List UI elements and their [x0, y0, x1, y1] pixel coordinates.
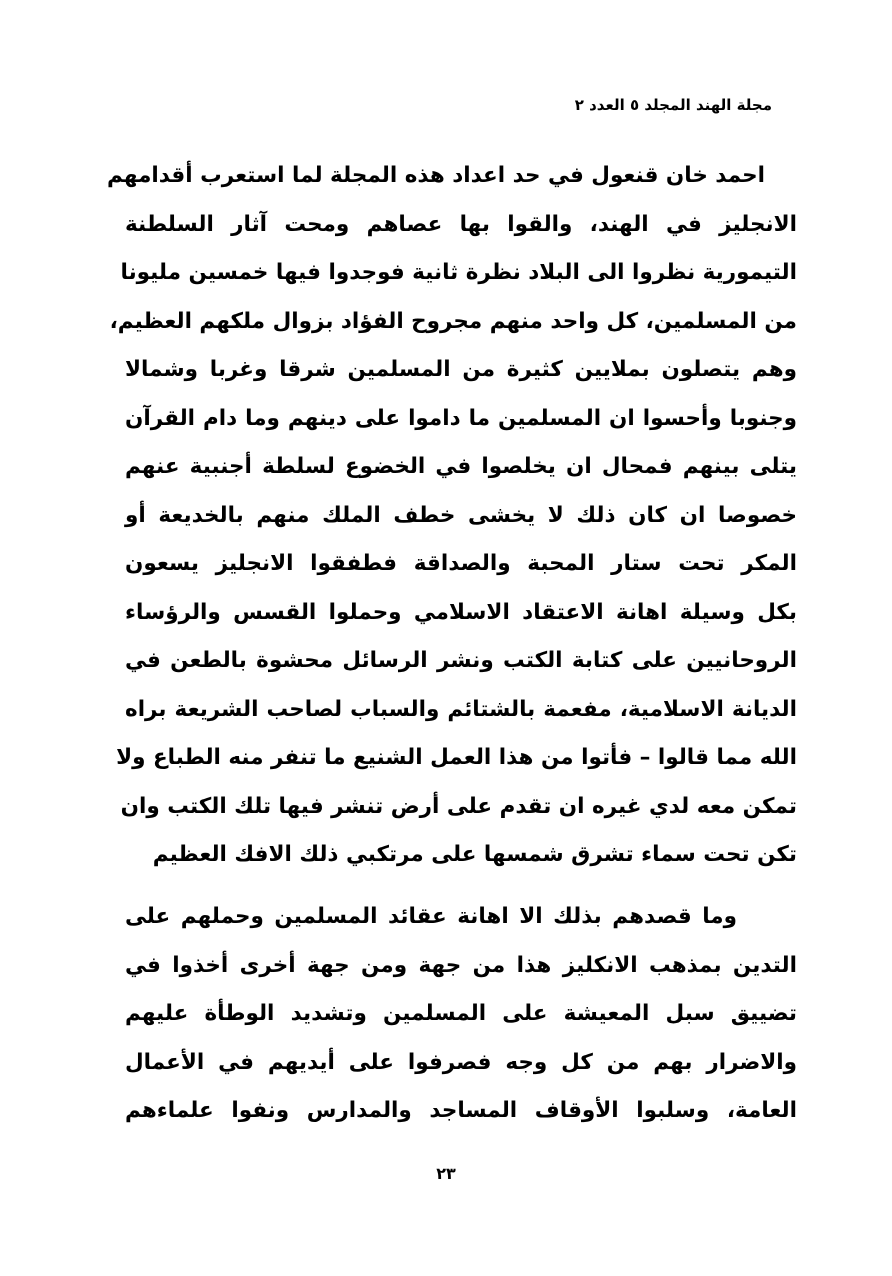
- text-line: العامة، وسلبوا الأوقاف المساجد والمدارس ونفوا علماءهم: [125, 1098, 797, 1123]
- text-line: الله مما قالوا – فأتوا من هذا العمل الشنيع ما تنفر منه الطباع ولا: [116, 745, 797, 770]
- text-line: وما قصدهم بذلك الا اهانة عقائد المسلمين وحملهم على: [125, 904, 737, 929]
- text-line: الانجليز في الهند، والقوا بها عصاهم ومحت آثار السلطنة: [125, 211, 797, 237]
- text-line: تكن تحت سماء تشرق شمسها على مرتكبي ذلك الافك العظيم: [152, 842, 797, 867]
- running-header: مجلة الهند المجلد ٥ العدد ٢: [574, 96, 772, 114]
- text-line: التدين بمذهب الانكليز هذا من جهة ومن جهة أخرى أخذوا في: [125, 952, 797, 978]
- text-line: من المسلمين، كل واحد منهم مجروح الفؤاد بزوال ملكهم العظيم،: [109, 308, 797, 334]
- text-line: التيمورية نظروا الى البلاد نظرة ثانية فوجدوا فيها خمسين مليونا: [120, 260, 797, 285]
- text-line: وهم يتصلون بملايين كثيرة من المسلمين شرقا وغربا وشمالا: [125, 357, 797, 382]
- paragraph-1: [107, 152, 797, 880]
- text-line: والاضرار بهم من كل وجه فصرفوا على أيديهم في الأعمال: [125, 1049, 797, 1075]
- text-line: الديانة الاسلامية، مفعمة بالشتائم والسباب لصاحب الشريعة براه: [125, 696, 797, 722]
- text-line: وجنوبا وأحسوا ان المسلمين ما داموا على دينهم وما دام القرآن: [125, 405, 797, 431]
- text-line: الروحانيين على كتابة الكتب ونشر الرسائل محشوة بالطعن في: [125, 648, 797, 673]
- text-line: بكل وسيلة اهانة الاعتقاد الاسلامي وحملوا القسس والرؤساء: [125, 599, 797, 625]
- text-line: تضييق سبل المعيشة على المسلمين وتشديد الوطأة عليهم: [125, 1001, 797, 1026]
- paragraph-2: [125, 893, 797, 1136]
- text-line: المكر تحت ستار المحبة والصداقة فطفقوا الانجليز يسعون: [125, 551, 797, 576]
- page-number: ٢٣: [436, 1164, 456, 1183]
- text-line: احمد خان قنعول في حد اعداد هذه المجلة لما استعرب أقدامهم: [107, 163, 765, 188]
- text-line: يتلى بينهم فمحال ان يخلصوا في الخضوع لسلطة أجنبية عنهم: [125, 454, 797, 479]
- text-line: خصوصا ان كان ذلك لا يخشى خطف الملك منهم بالخديعة أو: [125, 502, 797, 528]
- text-line: تمكن معه لدي غيره ان تقدم على أرض تنشر فيها تلك الكتب وان: [120, 793, 797, 819]
